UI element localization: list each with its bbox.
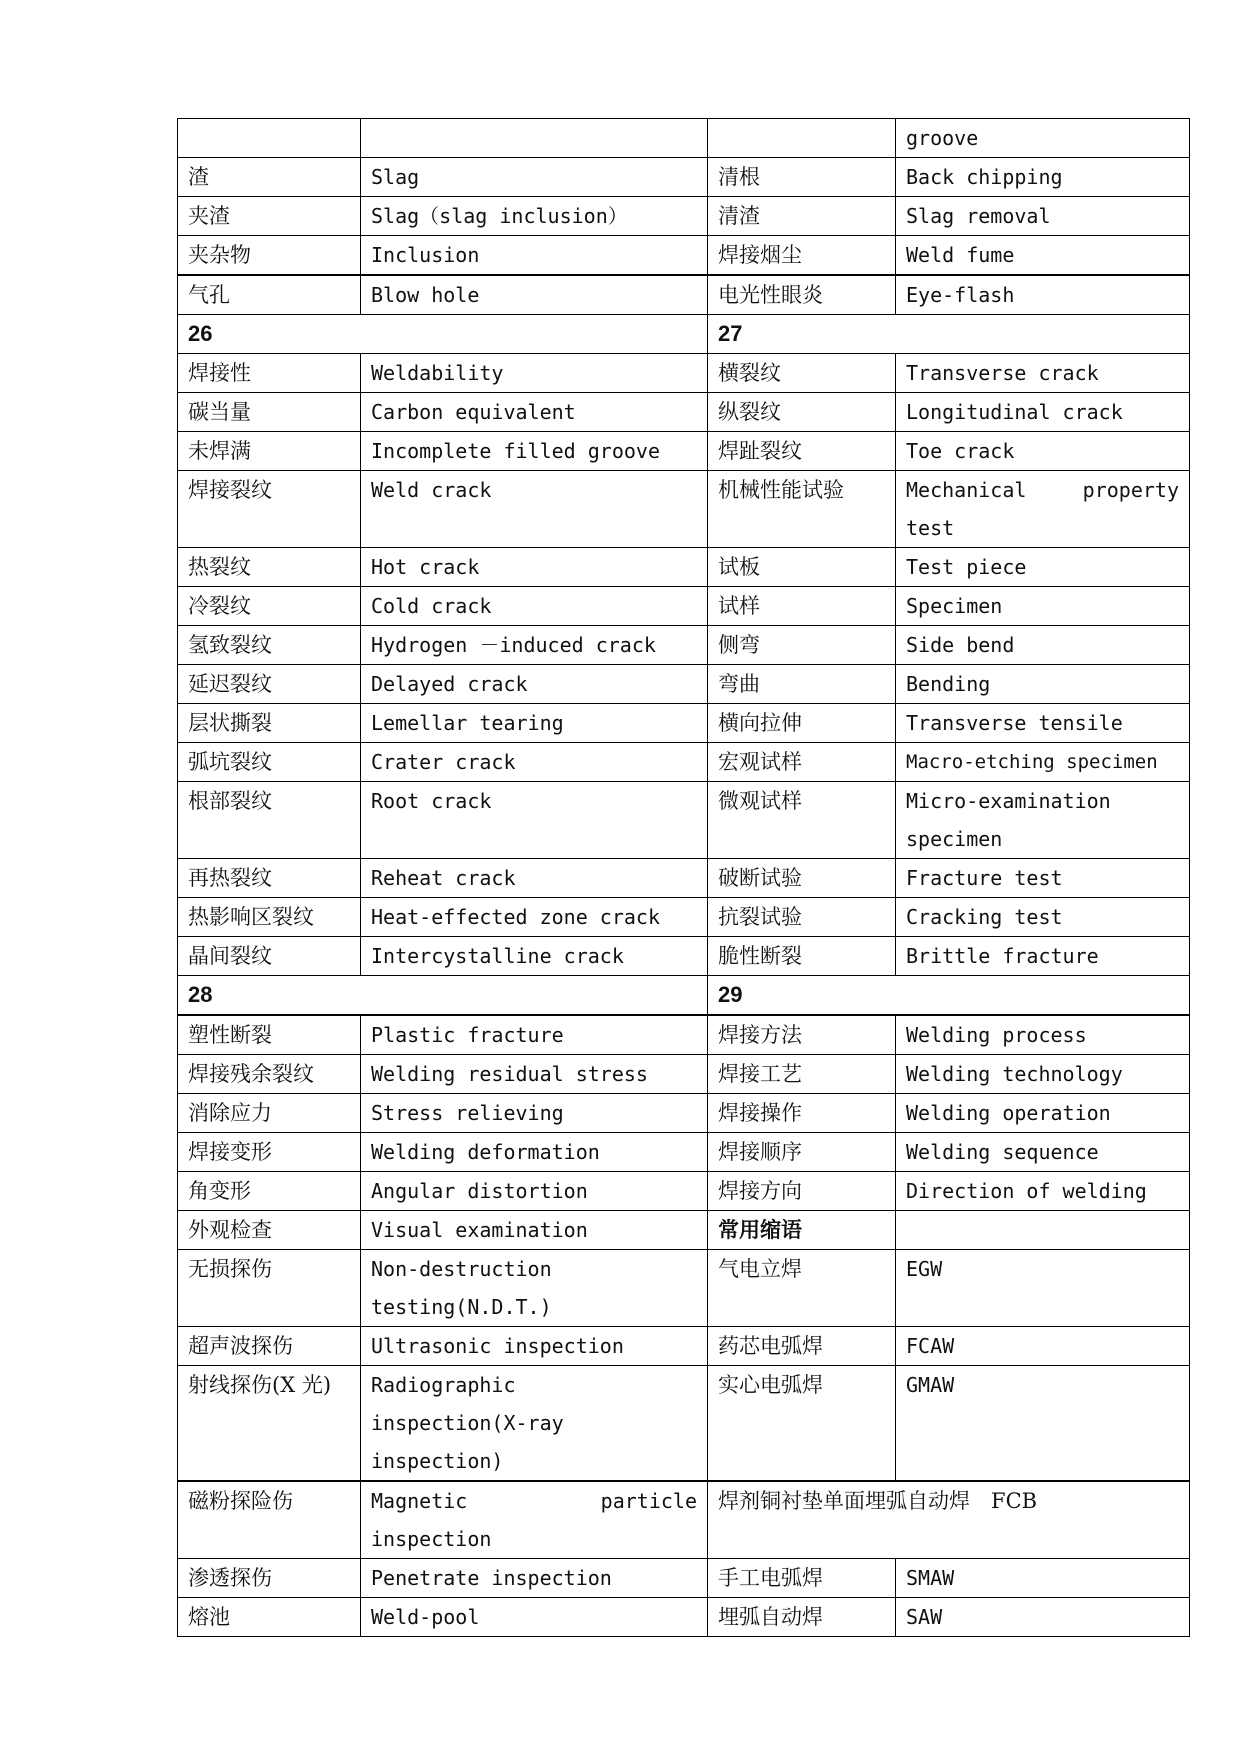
chinese-term: 宏观试样	[708, 743, 896, 782]
english-term: Transverse crack	[896, 354, 1190, 393]
chinese-term: 焊趾裂纹	[708, 432, 896, 471]
chinese-term	[708, 119, 896, 158]
english-term: Longitudinal crack	[896, 393, 1190, 432]
table-row	[178, 393, 1190, 432]
chinese-term: 清渣	[708, 197, 896, 236]
chinese-term: 试样	[708, 587, 896, 626]
table-row	[178, 275, 1190, 315]
table-row	[178, 236, 1190, 276]
table-row	[178, 626, 1190, 665]
chinese-term: 焊接工艺	[708, 1055, 896, 1094]
chinese-term: 弧坑裂纹	[178, 743, 361, 782]
chinese-term: 侧弯	[708, 626, 896, 665]
chinese-term: 渗透探伤	[178, 1559, 361, 1598]
section-number: 29	[708, 976, 1190, 1016]
english-term: Weld-pool	[361, 1598, 708, 1637]
abbreviations-heading: 常用缩语	[708, 1211, 896, 1250]
english-term: Test piece	[896, 548, 1190, 587]
english-term: groove	[896, 119, 1190, 158]
section-number: 27	[708, 315, 1190, 354]
table-row	[178, 937, 1190, 976]
chinese-term: 药芯电弧焊	[708, 1327, 896, 1366]
chinese-term: 射线探伤(X 光)	[178, 1366, 361, 1482]
section-row	[178, 315, 1190, 354]
chinese-term: 超声波探伤	[178, 1327, 361, 1366]
english-term: Ultrasonic inspection	[361, 1327, 708, 1366]
chinese-term: 焊接变形	[178, 1133, 361, 1172]
chinese-term: 层状撕裂	[178, 704, 361, 743]
chinese-term: 氢致裂纹	[178, 626, 361, 665]
section-row	[178, 976, 1190, 1016]
english-term: Penetrate inspection	[361, 1559, 708, 1598]
section-number: 28	[178, 976, 708, 1016]
chinese-term: 清根	[708, 158, 896, 197]
english-term: Direction of welding	[896, 1172, 1190, 1211]
chinese-term: 机械性能试验	[708, 471, 896, 548]
english-term: Welding sequence	[896, 1133, 1190, 1172]
english-term: Welding deformation	[361, 1133, 708, 1172]
section-number: 26	[178, 315, 708, 354]
english-term: Magnetic particle inspection	[361, 1481, 708, 1559]
table-row	[178, 1015, 1190, 1055]
english-term: Hydrogen －induced crack	[361, 626, 708, 665]
chinese-term: 横向拉伸	[708, 704, 896, 743]
english-term: Macro-etching specimen	[896, 743, 1190, 782]
table-row	[178, 119, 1190, 158]
chinese-term: 渣	[178, 158, 361, 197]
table-row	[178, 743, 1190, 782]
table-row	[178, 354, 1190, 393]
chinese-term: 抗裂试验	[708, 898, 896, 937]
chinese-term: 延迟裂纹	[178, 665, 361, 704]
table-row	[178, 704, 1190, 743]
chinese-term: 热影响区裂纹	[178, 898, 361, 937]
english-term: Slag removal	[896, 197, 1190, 236]
table-row	[178, 1481, 1190, 1559]
english-term: Slag	[361, 158, 708, 197]
table-row	[178, 1055, 1190, 1094]
chinese-term: 焊接顺序	[708, 1133, 896, 1172]
chinese-term: 根部裂纹	[178, 782, 361, 859]
chinese-term: 手工电弧焊	[708, 1559, 896, 1598]
chinese-term: 焊接烟尘	[708, 236, 896, 276]
english-term: Toe crack	[896, 432, 1190, 471]
english-term: Angular distortion	[361, 1172, 708, 1211]
chinese-term: 熔池	[178, 1598, 361, 1637]
chinese-term: 横裂纹	[708, 354, 896, 393]
english-term: Specimen	[896, 587, 1190, 626]
english-term: Blow hole	[361, 275, 708, 315]
english-term: Lemellar tearing	[361, 704, 708, 743]
english-term: Weldability	[361, 354, 708, 393]
english-term: Heat-effected zone crack	[361, 898, 708, 937]
chinese-term: 焊接方向	[708, 1172, 896, 1211]
english-term: Hot crack	[361, 548, 708, 587]
table-row	[178, 587, 1190, 626]
table-row	[178, 158, 1190, 197]
english-term: Eye-flash	[896, 275, 1190, 315]
chinese-term: 磁粉探险伤	[178, 1481, 361, 1559]
english-term: Inclusion	[361, 236, 708, 276]
table-row	[178, 471, 1190, 548]
chinese-term: 埋弧自动焊	[708, 1598, 896, 1637]
english-term: Fracture test	[896, 859, 1190, 898]
table-row	[178, 548, 1190, 587]
chinese-term: 焊接操作	[708, 1094, 896, 1133]
chinese-term: 焊接残余裂纹	[178, 1055, 361, 1094]
chinese-term: 未焊满	[178, 432, 361, 471]
chinese-term: 破断试验	[708, 859, 896, 898]
english-term: Micro-examination specimen	[896, 782, 1190, 859]
english-term: Visual examination	[361, 1211, 708, 1250]
english-term: Mechanical property test	[896, 471, 1190, 548]
chinese-term: 碳当量	[178, 393, 361, 432]
abbreviation: EGW	[896, 1250, 1190, 1327]
glossary-table	[177, 118, 1190, 1637]
chinese-term: 焊接裂纹	[178, 471, 361, 548]
chinese-term: 焊接性	[178, 354, 361, 393]
abbreviation: FCAW	[896, 1327, 1190, 1366]
english-term: Bending	[896, 665, 1190, 704]
chinese-term: 夹渣	[178, 197, 361, 236]
english-term: Weld crack	[361, 471, 708, 548]
table-row	[178, 665, 1190, 704]
english-term: Non-destruction testing(N.D.T.)	[361, 1250, 708, 1327]
chinese-term: 微观试样	[708, 782, 896, 859]
english-term: Side bend	[896, 626, 1190, 665]
english-term	[896, 1211, 1190, 1250]
english-term: Welding technology	[896, 1055, 1190, 1094]
table-row	[178, 1598, 1190, 1637]
chinese-term: 角变形	[178, 1172, 361, 1211]
english-term: Plastic fracture	[361, 1015, 708, 1055]
table-row	[178, 1211, 1190, 1250]
chinese-term: 热裂纹	[178, 548, 361, 587]
chinese-term: 弯曲	[708, 665, 896, 704]
chinese-term: 纵裂纹	[708, 393, 896, 432]
english-term: Cold crack	[361, 587, 708, 626]
chinese-term: 实心电弧焊	[708, 1366, 896, 1482]
chinese-term: 脆性断裂	[708, 937, 896, 976]
chinese-term: 外观检查	[178, 1211, 361, 1250]
chinese-term: 晶间裂纹	[178, 937, 361, 976]
chinese-term: 夹杂物	[178, 236, 361, 276]
table-row	[178, 782, 1190, 859]
chinese-term: 冷裂纹	[178, 587, 361, 626]
table-row	[178, 197, 1190, 236]
table-row	[178, 432, 1190, 471]
english-term: Stress relieving	[361, 1094, 708, 1133]
table-row	[178, 1094, 1190, 1133]
english-term: Slag（slag inclusion）	[361, 197, 708, 236]
english-term: Welding residual stress	[361, 1055, 708, 1094]
english-term: Back chipping	[896, 158, 1190, 197]
chinese-term: 气电立焊	[708, 1250, 896, 1327]
chinese-term-with-abbreviation: 焊剂铜衬垫单面埋弧自动焊 FCB	[708, 1481, 1190, 1559]
english-term: Cracking test	[896, 898, 1190, 937]
chinese-term	[178, 119, 361, 158]
chinese-term: 气孔	[178, 275, 361, 315]
english-term: Root crack	[361, 782, 708, 859]
table-row	[178, 1250, 1190, 1327]
chinese-term: 塑性断裂	[178, 1015, 361, 1055]
english-term: Weld fume	[896, 236, 1190, 276]
table-row	[178, 859, 1190, 898]
english-term: Brittle fracture	[896, 937, 1190, 976]
table-row	[178, 1327, 1190, 1366]
abbreviation: SMAW	[896, 1559, 1190, 1598]
english-term: Welding operation	[896, 1094, 1190, 1133]
english-term: Intercystalline crack	[361, 937, 708, 976]
english-term: Incomplete filled groove	[361, 432, 708, 471]
chinese-term: 无损探伤	[178, 1250, 361, 1327]
chinese-term: 焊接方法	[708, 1015, 896, 1055]
chinese-term: 电光性眼炎	[708, 275, 896, 315]
table-row	[178, 898, 1190, 937]
abbreviation: GMAW	[896, 1366, 1190, 1482]
chinese-term: 消除应力	[178, 1094, 361, 1133]
abbreviation: SAW	[896, 1598, 1190, 1637]
english-term: Welding process	[896, 1015, 1190, 1055]
english-term: Carbon equivalent	[361, 393, 708, 432]
english-term: Crater crack	[361, 743, 708, 782]
english-term: Delayed crack	[361, 665, 708, 704]
english-term	[361, 119, 708, 158]
english-term: Radiographic inspection(X-ray inspection)	[361, 1366, 708, 1482]
table-row	[178, 1366, 1190, 1482]
chinese-term: 试板	[708, 548, 896, 587]
table-row	[178, 1133, 1190, 1172]
english-term: Transverse tensile	[896, 704, 1190, 743]
chinese-term: 再热裂纹	[178, 859, 361, 898]
english-term: Reheat crack	[361, 859, 708, 898]
table-row	[178, 1172, 1190, 1211]
table-row	[178, 1559, 1190, 1598]
